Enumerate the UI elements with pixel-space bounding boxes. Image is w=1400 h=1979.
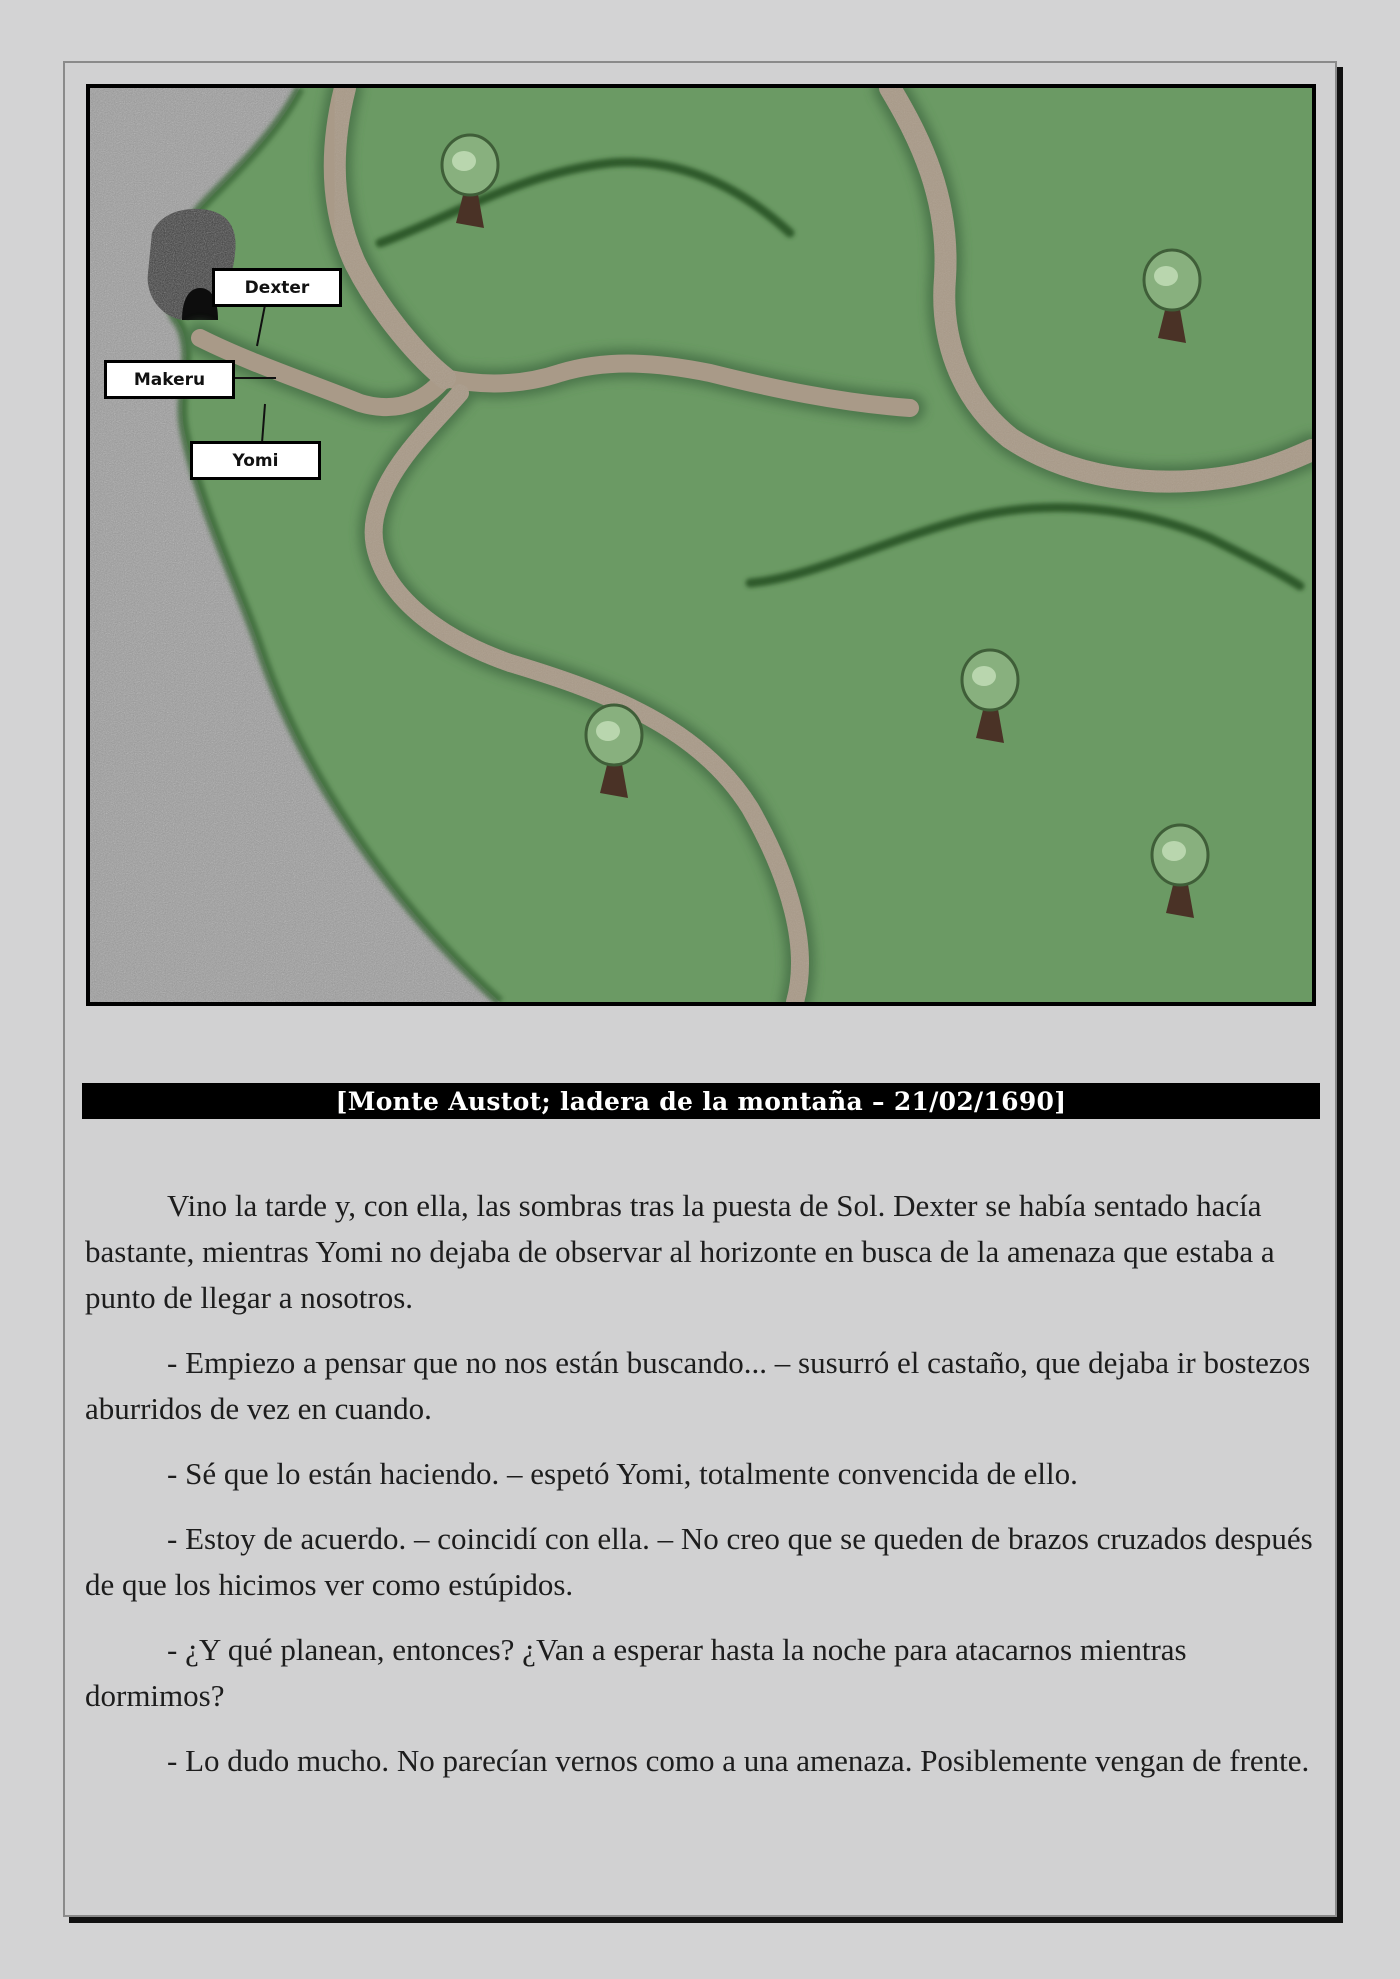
label-makeru: Makeru [104,360,235,399]
map-illustration [86,84,1316,1006]
scene-caption: [Monte Austot; ladera de la montaña – 21/02/1690] [82,1083,1320,1119]
paragraph: Vino la tarde y, con ella, las sombras tras la puesta de Sol. Dexter se había sentado hacía bastante, mientras Yomi no dejaba de observar al horizonte en busca de la amenaza que estaba a punto de llegar a nosotros. [85,1188,1275,1315]
paragraph: - Sé que lo están haciendo. – espetó Yomi, totalmente convencida de ello. [167,1456,1078,1491]
map-svg [90,88,1312,1002]
paragraph: - Estoy de acuerdo. – coincidí con ella. – No creo que se queden de brazos cruzados después de que los hicimos ver como estúpidos. [85,1521,1313,1602]
page-frame [63,61,1337,1917]
label-dexter: Dexter [212,268,342,307]
story-text [85,1183,1325,1803]
paragraph: - ¿Y qué planean, entonces? ¿Van a esperar hasta la noche para atacarnos mientras dormimos? [85,1632,1187,1713]
paragraph: - Empiezo a pensar que no nos están buscando... – susurró el castaño, que dejaba ir bostezos aburridos de vez en cuando. [85,1345,1311,1426]
label-yomi: Yomi [190,441,321,480]
paragraph: - Lo dudo mucho. No parecían vernos como a una amenaza. Posiblemente vengan de frente. [167,1743,1310,1778]
